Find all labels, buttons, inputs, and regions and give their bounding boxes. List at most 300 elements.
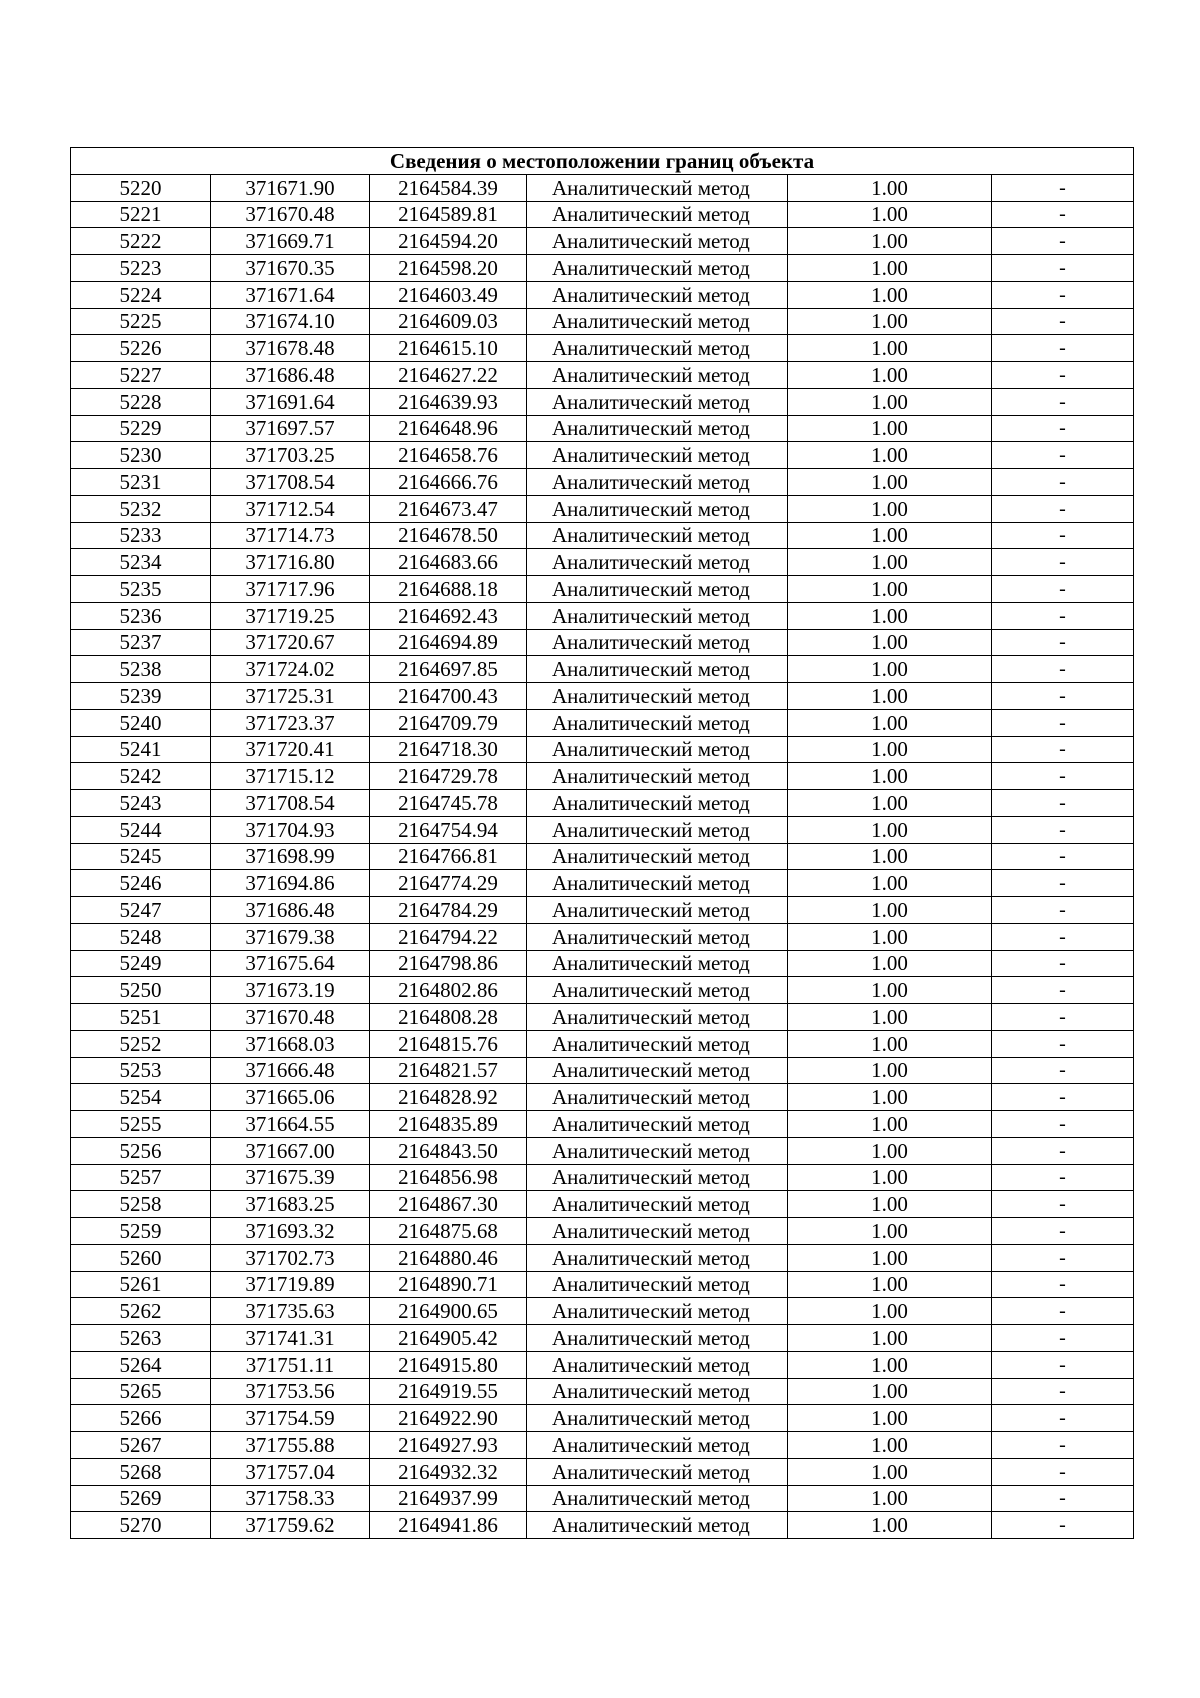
- method-cell: Аналитический метод: [527, 1244, 788, 1271]
- table-row: [71, 1298, 1134, 1325]
- x-coordinate-cell: 371702.73: [211, 1244, 370, 1271]
- accuracy-cell: 1.00: [788, 1084, 992, 1111]
- point-number-cell: 5261: [71, 1271, 211, 1298]
- point-number-cell: 5255: [71, 1111, 211, 1138]
- method-cell: Аналитический метод: [527, 629, 788, 656]
- y-coordinate-cell: 2164915.80: [370, 1351, 527, 1378]
- accuracy-cell: 1.00: [788, 923, 992, 950]
- x-coordinate-cell: 371708.54: [211, 790, 370, 817]
- table-row: [71, 1004, 1134, 1031]
- y-coordinate-cell: 2164867.30: [370, 1191, 527, 1218]
- y-coordinate-cell: 2164754.94: [370, 816, 527, 843]
- accuracy-cell: 1.00: [788, 442, 992, 469]
- table-row: [71, 281, 1134, 308]
- table-row: [71, 174, 1134, 201]
- x-coordinate-cell: 371675.39: [211, 1164, 370, 1191]
- point-number-cell: 5260: [71, 1244, 211, 1271]
- x-coordinate-cell: 371755.88: [211, 1432, 370, 1459]
- note-cell: -: [992, 1378, 1134, 1405]
- table-row: [71, 495, 1134, 522]
- point-number-cell: 5247: [71, 897, 211, 924]
- x-coordinate-cell: 371679.38: [211, 923, 370, 950]
- y-coordinate-cell: 2164718.30: [370, 736, 527, 763]
- x-coordinate-cell: 371724.02: [211, 656, 370, 683]
- point-number-cell: 5229: [71, 415, 211, 442]
- table-row: [71, 1218, 1134, 1245]
- table-row: [71, 442, 1134, 469]
- y-coordinate-cell: 2164688.18: [370, 576, 527, 603]
- table-row: [71, 790, 1134, 817]
- note-cell: -: [992, 870, 1134, 897]
- note-cell: -: [992, 228, 1134, 255]
- accuracy-cell: 1.00: [788, 1432, 992, 1459]
- point-number-cell: 5230: [71, 442, 211, 469]
- y-coordinate-cell: 2164627.22: [370, 362, 527, 389]
- method-cell: Аналитический метод: [527, 228, 788, 255]
- x-coordinate-cell: 371678.48: [211, 335, 370, 362]
- table-title-row: [71, 148, 1134, 175]
- x-coordinate-cell: 371715.12: [211, 763, 370, 790]
- method-cell: Аналитический метод: [527, 495, 788, 522]
- point-number-cell: 5241: [71, 736, 211, 763]
- note-cell: -: [992, 1218, 1134, 1245]
- note-cell: -: [992, 709, 1134, 736]
- method-cell: Аналитический метод: [527, 1432, 788, 1459]
- accuracy-cell: 1.00: [788, 1164, 992, 1191]
- x-coordinate-cell: 371754.59: [211, 1405, 370, 1432]
- accuracy-cell: 1.00: [788, 174, 992, 201]
- table-row: [71, 335, 1134, 362]
- table-row: [71, 1485, 1134, 1512]
- note-cell: -: [992, 843, 1134, 870]
- point-number-cell: 5224: [71, 281, 211, 308]
- x-coordinate-cell: 371725.31: [211, 683, 370, 710]
- table-row: [71, 1271, 1134, 1298]
- accuracy-cell: 1.00: [788, 683, 992, 710]
- x-coordinate-cell: 371717.96: [211, 576, 370, 603]
- accuracy-cell: 1.00: [788, 870, 992, 897]
- x-coordinate-cell: 371670.35: [211, 255, 370, 282]
- y-coordinate-cell: 2164666.76: [370, 469, 527, 496]
- point-number-cell: 5270: [71, 1512, 211, 1539]
- point-number-cell: 5236: [71, 602, 211, 629]
- point-number-cell: 5249: [71, 950, 211, 977]
- note-cell: -: [992, 549, 1134, 576]
- table-row: [71, 201, 1134, 228]
- table-row: [71, 522, 1134, 549]
- y-coordinate-cell: 2164766.81: [370, 843, 527, 870]
- y-coordinate-cell: 2164603.49: [370, 281, 527, 308]
- accuracy-cell: 1.00: [788, 950, 992, 977]
- method-cell: Аналитический метод: [527, 1084, 788, 1111]
- accuracy-cell: 1.00: [788, 1004, 992, 1031]
- x-coordinate-cell: 371693.32: [211, 1218, 370, 1245]
- accuracy-cell: 1.00: [788, 335, 992, 362]
- accuracy-cell: 1.00: [788, 1325, 992, 1352]
- y-coordinate-cell: 2164798.86: [370, 950, 527, 977]
- table-row: [71, 1378, 1134, 1405]
- point-number-cell: 5242: [71, 763, 211, 790]
- accuracy-cell: 1.00: [788, 201, 992, 228]
- table-row: [71, 1057, 1134, 1084]
- method-cell: Аналитический метод: [527, 522, 788, 549]
- note-cell: -: [992, 1512, 1134, 1539]
- point-number-cell: 5234: [71, 549, 211, 576]
- x-coordinate-cell: 371741.31: [211, 1325, 370, 1352]
- y-coordinate-cell: 2164856.98: [370, 1164, 527, 1191]
- accuracy-cell: 1.00: [788, 308, 992, 335]
- x-coordinate-cell: 371669.71: [211, 228, 370, 255]
- table-row: [71, 629, 1134, 656]
- accuracy-cell: 1.00: [788, 1405, 992, 1432]
- y-coordinate-cell: 2164802.86: [370, 977, 527, 1004]
- note-cell: -: [992, 362, 1134, 389]
- table-row: [71, 415, 1134, 442]
- method-cell: Аналитический метод: [527, 1111, 788, 1138]
- accuracy-cell: 1.00: [788, 281, 992, 308]
- point-number-cell: 5264: [71, 1351, 211, 1378]
- table-row: [71, 870, 1134, 897]
- table-row: [71, 709, 1134, 736]
- accuracy-cell: 1.00: [788, 415, 992, 442]
- method-cell: Аналитический метод: [527, 1512, 788, 1539]
- x-coordinate-cell: 371664.55: [211, 1111, 370, 1138]
- accuracy-cell: 1.00: [788, 1137, 992, 1164]
- point-number-cell: 5244: [71, 816, 211, 843]
- accuracy-cell: 1.00: [788, 388, 992, 415]
- note-cell: -: [992, 950, 1134, 977]
- x-coordinate-cell: 371716.80: [211, 549, 370, 576]
- accuracy-cell: 1.00: [788, 763, 992, 790]
- note-cell: -: [992, 174, 1134, 201]
- method-cell: Аналитический метод: [527, 281, 788, 308]
- point-number-cell: 5237: [71, 629, 211, 656]
- note-cell: -: [992, 335, 1134, 362]
- accuracy-cell: 1.00: [788, 1057, 992, 1084]
- y-coordinate-cell: 2164828.92: [370, 1084, 527, 1111]
- accuracy-cell: 1.00: [788, 709, 992, 736]
- accuracy-cell: 1.00: [788, 602, 992, 629]
- accuracy-cell: 1.00: [788, 1218, 992, 1245]
- table-row: [71, 1111, 1134, 1138]
- note-cell: -: [992, 1057, 1134, 1084]
- note-cell: -: [992, 656, 1134, 683]
- point-number-cell: 5252: [71, 1030, 211, 1057]
- note-cell: -: [992, 201, 1134, 228]
- x-coordinate-cell: 371668.03: [211, 1030, 370, 1057]
- note-cell: -: [992, 1111, 1134, 1138]
- x-coordinate-cell: 371753.56: [211, 1378, 370, 1405]
- y-coordinate-cell: 2164683.66: [370, 549, 527, 576]
- table-body: [71, 174, 1134, 1538]
- table-row: [71, 763, 1134, 790]
- table-row: [71, 388, 1134, 415]
- note-cell: -: [992, 1405, 1134, 1432]
- accuracy-cell: 1.00: [788, 656, 992, 683]
- note-cell: -: [992, 522, 1134, 549]
- y-coordinate-cell: 2164694.89: [370, 629, 527, 656]
- accuracy-cell: 1.00: [788, 576, 992, 603]
- accuracy-cell: 1.00: [788, 790, 992, 817]
- point-number-cell: 5226: [71, 335, 211, 362]
- table-row: [71, 923, 1134, 950]
- accuracy-cell: 1.00: [788, 1298, 992, 1325]
- point-number-cell: 5221: [71, 201, 211, 228]
- note-cell: -: [992, 816, 1134, 843]
- table-title: Сведения о местоположении границ объекта: [71, 148, 1134, 175]
- y-coordinate-cell: 2164890.71: [370, 1271, 527, 1298]
- table-row: [71, 843, 1134, 870]
- y-coordinate-cell: 2164692.43: [370, 602, 527, 629]
- x-coordinate-cell: 371666.48: [211, 1057, 370, 1084]
- point-number-cell: 5233: [71, 522, 211, 549]
- x-coordinate-cell: 371670.48: [211, 201, 370, 228]
- table-row: [71, 897, 1134, 924]
- point-number-cell: 5246: [71, 870, 211, 897]
- x-coordinate-cell: 371683.25: [211, 1191, 370, 1218]
- method-cell: Аналитический метод: [527, 576, 788, 603]
- x-coordinate-cell: 371720.41: [211, 736, 370, 763]
- table-row: [71, 1137, 1134, 1164]
- x-coordinate-cell: 371691.64: [211, 388, 370, 415]
- point-number-cell: 5267: [71, 1432, 211, 1459]
- x-coordinate-cell: 371735.63: [211, 1298, 370, 1325]
- method-cell: Аналитический метод: [527, 388, 788, 415]
- note-cell: -: [992, 308, 1134, 335]
- x-coordinate-cell: 371704.93: [211, 816, 370, 843]
- y-coordinate-cell: 2164729.78: [370, 763, 527, 790]
- point-number-cell: 5250: [71, 977, 211, 1004]
- method-cell: Аналитический метод: [527, 950, 788, 977]
- point-number-cell: 5225: [71, 308, 211, 335]
- x-coordinate-cell: 371686.48: [211, 897, 370, 924]
- note-cell: -: [992, 1137, 1134, 1164]
- point-number-cell: 5269: [71, 1485, 211, 1512]
- accuracy-cell: 1.00: [788, 228, 992, 255]
- y-coordinate-cell: 2164927.93: [370, 1432, 527, 1459]
- accuracy-cell: 1.00: [788, 1030, 992, 1057]
- boundary-coordinates-table: [70, 147, 1134, 1539]
- x-coordinate-cell: 371694.86: [211, 870, 370, 897]
- method-cell: Аналитический метод: [527, 1271, 788, 1298]
- note-cell: -: [992, 1030, 1134, 1057]
- y-coordinate-cell: 2164584.39: [370, 174, 527, 201]
- x-coordinate-cell: 371758.33: [211, 1485, 370, 1512]
- note-cell: -: [992, 495, 1134, 522]
- y-coordinate-cell: 2164835.89: [370, 1111, 527, 1138]
- x-coordinate-cell: 371686.48: [211, 362, 370, 389]
- table-row: [71, 950, 1134, 977]
- table-row: [71, 1164, 1134, 1191]
- y-coordinate-cell: 2164598.20: [370, 255, 527, 282]
- accuracy-cell: 1.00: [788, 469, 992, 496]
- accuracy-cell: 1.00: [788, 1378, 992, 1405]
- accuracy-cell: 1.00: [788, 495, 992, 522]
- point-number-cell: 5240: [71, 709, 211, 736]
- note-cell: -: [992, 469, 1134, 496]
- table-row: [71, 736, 1134, 763]
- table-row: [71, 1512, 1134, 1539]
- x-coordinate-cell: 371698.99: [211, 843, 370, 870]
- note-cell: -: [992, 1191, 1134, 1218]
- method-cell: Аналитический метод: [527, 736, 788, 763]
- point-number-cell: 5222: [71, 228, 211, 255]
- point-number-cell: 5232: [71, 495, 211, 522]
- x-coordinate-cell: 371708.54: [211, 469, 370, 496]
- note-cell: -: [992, 763, 1134, 790]
- table-row: [71, 1325, 1134, 1352]
- note-cell: -: [992, 1325, 1134, 1352]
- x-coordinate-cell: 371675.64: [211, 950, 370, 977]
- y-coordinate-cell: 2164875.68: [370, 1218, 527, 1245]
- accuracy-cell: 1.00: [788, 1244, 992, 1271]
- point-number-cell: 5265: [71, 1378, 211, 1405]
- method-cell: Аналитический метод: [527, 1191, 788, 1218]
- x-coordinate-cell: 371703.25: [211, 442, 370, 469]
- table-row: [71, 1191, 1134, 1218]
- point-number-cell: 5223: [71, 255, 211, 282]
- x-coordinate-cell: 371751.11: [211, 1351, 370, 1378]
- accuracy-cell: 1.00: [788, 843, 992, 870]
- method-cell: Аналитический метод: [527, 870, 788, 897]
- table-row: [71, 602, 1134, 629]
- x-coordinate-cell: 371720.67: [211, 629, 370, 656]
- table-row: [71, 362, 1134, 389]
- y-coordinate-cell: 2164678.50: [370, 522, 527, 549]
- note-cell: -: [992, 281, 1134, 308]
- point-number-cell: 5254: [71, 1084, 211, 1111]
- point-number-cell: 5228: [71, 388, 211, 415]
- x-coordinate-cell: 371719.89: [211, 1271, 370, 1298]
- x-coordinate-cell: 371757.04: [211, 1458, 370, 1485]
- x-coordinate-cell: 371714.73: [211, 522, 370, 549]
- table-row: [71, 1084, 1134, 1111]
- y-coordinate-cell: 2164609.03: [370, 308, 527, 335]
- table-row: [71, 255, 1134, 282]
- point-number-cell: 5257: [71, 1164, 211, 1191]
- x-coordinate-cell: 371759.62: [211, 1512, 370, 1539]
- point-number-cell: 5235: [71, 576, 211, 603]
- method-cell: Аналитический метод: [527, 1004, 788, 1031]
- method-cell: Аналитический метод: [527, 923, 788, 950]
- y-coordinate-cell: 2164880.46: [370, 1244, 527, 1271]
- accuracy-cell: 1.00: [788, 816, 992, 843]
- method-cell: Аналитический метод: [527, 1351, 788, 1378]
- method-cell: Аналитический метод: [527, 255, 788, 282]
- point-number-cell: 5263: [71, 1325, 211, 1352]
- note-cell: -: [992, 1485, 1134, 1512]
- point-number-cell: 5266: [71, 1405, 211, 1432]
- note-cell: -: [992, 629, 1134, 656]
- point-number-cell: 5248: [71, 923, 211, 950]
- point-number-cell: 5238: [71, 656, 211, 683]
- note-cell: -: [992, 388, 1134, 415]
- table-row: [71, 656, 1134, 683]
- y-coordinate-cell: 2164700.43: [370, 683, 527, 710]
- y-coordinate-cell: 2164900.65: [370, 1298, 527, 1325]
- method-cell: Аналитический метод: [527, 977, 788, 1004]
- point-number-cell: 5227: [71, 362, 211, 389]
- method-cell: Аналитический метод: [527, 656, 788, 683]
- point-number-cell: 5258: [71, 1191, 211, 1218]
- note-cell: -: [992, 1298, 1134, 1325]
- method-cell: Аналитический метод: [527, 843, 788, 870]
- note-cell: -: [992, 576, 1134, 603]
- table-row: [71, 683, 1134, 710]
- x-coordinate-cell: 371671.90: [211, 174, 370, 201]
- method-cell: Аналитический метод: [527, 816, 788, 843]
- method-cell: Аналитический метод: [527, 602, 788, 629]
- note-cell: -: [992, 790, 1134, 817]
- method-cell: Аналитический метод: [527, 1458, 788, 1485]
- note-cell: -: [992, 1004, 1134, 1031]
- point-number-cell: 5231: [71, 469, 211, 496]
- y-coordinate-cell: 2164615.10: [370, 335, 527, 362]
- method-cell: Аналитический метод: [527, 1030, 788, 1057]
- y-coordinate-cell: 2164843.50: [370, 1137, 527, 1164]
- method-cell: Аналитический метод: [527, 1164, 788, 1191]
- note-cell: -: [992, 442, 1134, 469]
- method-cell: Аналитический метод: [527, 1378, 788, 1405]
- y-coordinate-cell: 2164589.81: [370, 201, 527, 228]
- accuracy-cell: 1.00: [788, 977, 992, 1004]
- method-cell: Аналитический метод: [527, 1218, 788, 1245]
- accuracy-cell: 1.00: [788, 1111, 992, 1138]
- method-cell: Аналитический метод: [527, 790, 788, 817]
- note-cell: -: [992, 1458, 1134, 1485]
- y-coordinate-cell: 2164821.57: [370, 1057, 527, 1084]
- method-cell: Аналитический метод: [527, 897, 788, 924]
- accuracy-cell: 1.00: [788, 736, 992, 763]
- point-number-cell: 5268: [71, 1458, 211, 1485]
- y-coordinate-cell: 2164673.47: [370, 495, 527, 522]
- method-cell: Аналитический метод: [527, 1325, 788, 1352]
- method-cell: Аналитический метод: [527, 335, 788, 362]
- table-row: [71, 1432, 1134, 1459]
- table-row: [71, 228, 1134, 255]
- note-cell: -: [992, 897, 1134, 924]
- table-row: [71, 1030, 1134, 1057]
- table-row: [71, 576, 1134, 603]
- x-coordinate-cell: 371697.57: [211, 415, 370, 442]
- y-coordinate-cell: 2164648.96: [370, 415, 527, 442]
- y-coordinate-cell: 2164905.42: [370, 1325, 527, 1352]
- method-cell: Аналитический метод: [527, 709, 788, 736]
- method-cell: Аналитический метод: [527, 1405, 788, 1432]
- x-coordinate-cell: 371671.64: [211, 281, 370, 308]
- point-number-cell: 5239: [71, 683, 211, 710]
- method-cell: Аналитический метод: [527, 201, 788, 228]
- accuracy-cell: 1.00: [788, 1271, 992, 1298]
- method-cell: Аналитический метод: [527, 763, 788, 790]
- table-row: [71, 469, 1134, 496]
- note-cell: -: [992, 1351, 1134, 1378]
- y-coordinate-cell: 2164932.32: [370, 1458, 527, 1485]
- y-coordinate-cell: 2164658.76: [370, 442, 527, 469]
- table-row: [71, 977, 1134, 1004]
- y-coordinate-cell: 2164774.29: [370, 870, 527, 897]
- table-row: [71, 308, 1134, 335]
- table-row: [71, 1458, 1134, 1485]
- y-coordinate-cell: 2164808.28: [370, 1004, 527, 1031]
- y-coordinate-cell: 2164794.22: [370, 923, 527, 950]
- table-row: [71, 1351, 1134, 1378]
- accuracy-cell: 1.00: [788, 1512, 992, 1539]
- x-coordinate-cell: 371670.48: [211, 1004, 370, 1031]
- point-number-cell: 5220: [71, 174, 211, 201]
- y-coordinate-cell: 2164745.78: [370, 790, 527, 817]
- accuracy-cell: 1.00: [788, 1458, 992, 1485]
